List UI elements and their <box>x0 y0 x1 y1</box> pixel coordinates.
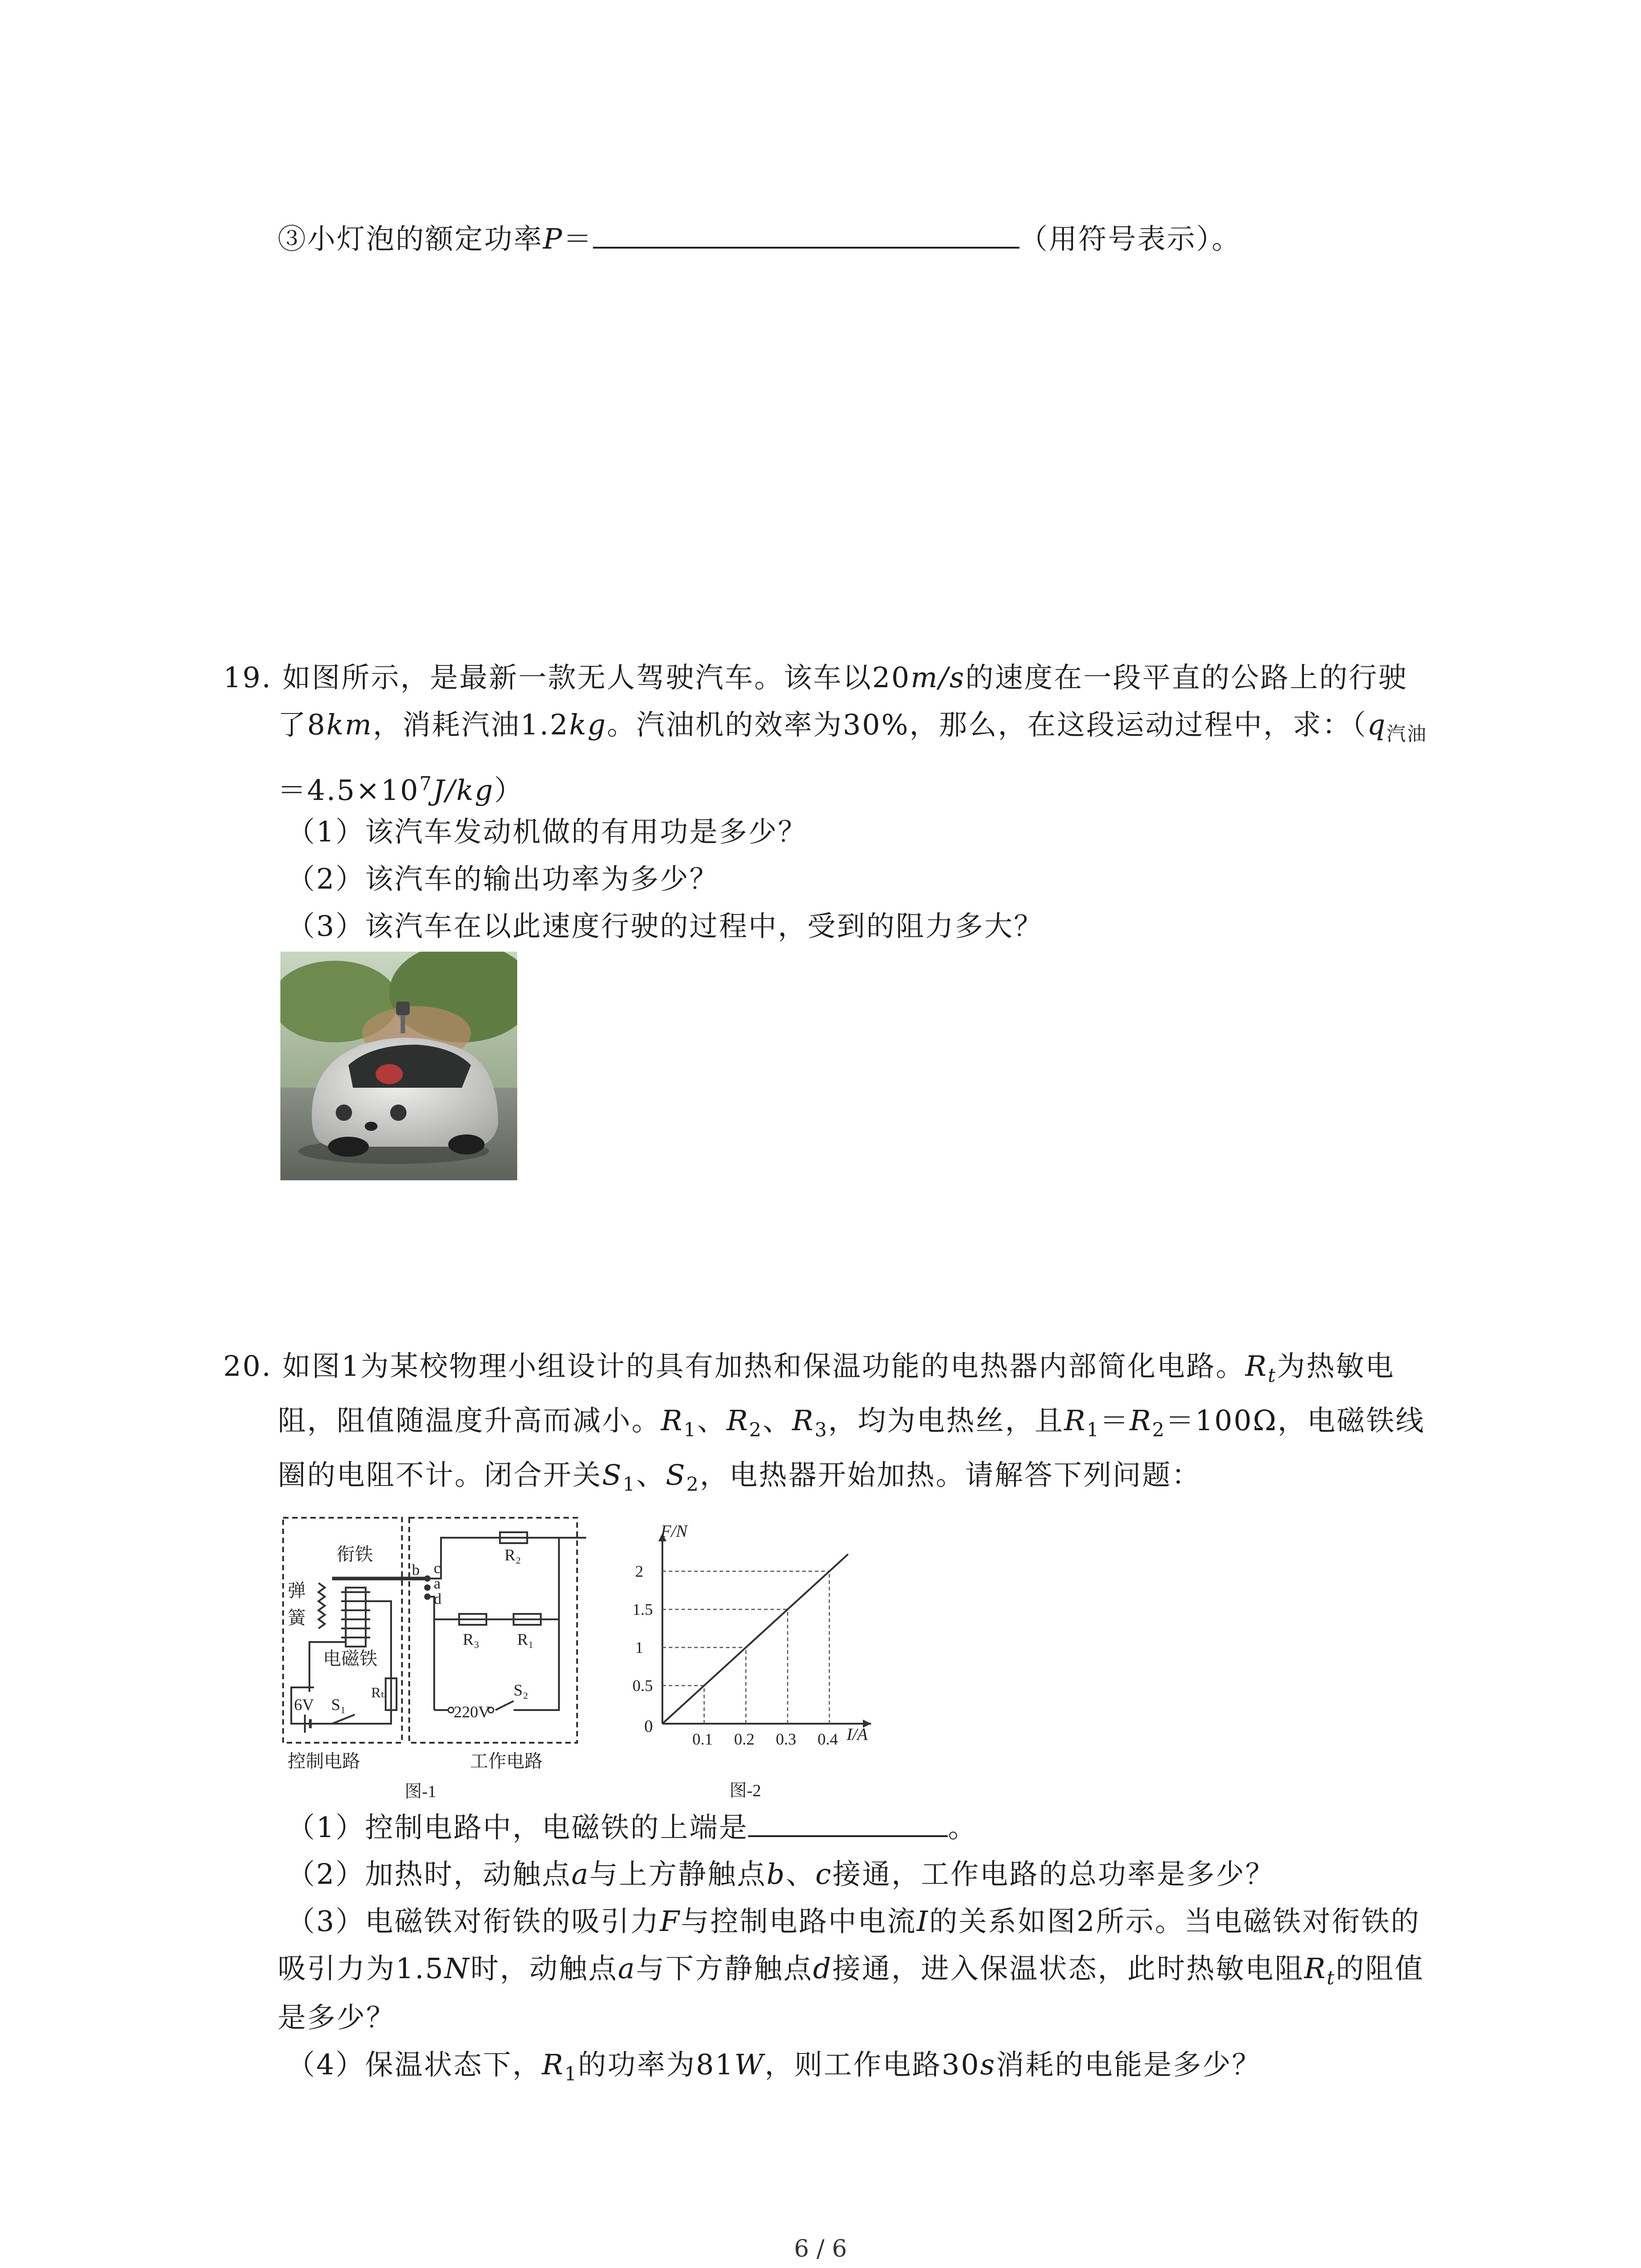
q19-text: 了8 <box>278 708 327 741</box>
y-tick-label: 0.5 <box>632 1677 653 1695</box>
q20-text: ＝100Ω，电磁铁线 <box>1166 1404 1425 1437</box>
q20-line-1 <box>223 1347 1395 1394</box>
q20-text: 圈的电阻不计。闭合开关 <box>278 1458 603 1491</box>
q20-symbol: b <box>766 1857 786 1891</box>
chart-ylabel: F/N <box>661 1524 688 1541</box>
item3-suffix: （用符号表示）。 <box>1019 222 1241 255</box>
q20-text: 吸引力为1.5 <box>278 1952 445 1985</box>
label-spring-b: 簧 <box>288 1608 306 1628</box>
label-s1: S₁ <box>331 1696 346 1714</box>
item3-eq: ＝ <box>563 222 593 255</box>
q19-unit: m/s <box>911 661 965 694</box>
q20-text: 、 <box>636 1458 666 1491</box>
page-number: 6 / 6 <box>794 2235 847 2263</box>
q20-symbol: R <box>726 1404 749 1437</box>
q20-symbol: s <box>980 2048 996 2081</box>
q20-symbol: R <box>1304 1952 1327 1985</box>
chart-xlabel: I/A <box>847 1725 868 1744</box>
q20-sub-4 <box>287 2046 1261 2093</box>
label-contact-c: c <box>434 1560 441 1577</box>
q20-text: （2）加热时，动触点 <box>287 1857 572 1891</box>
label-spring-a: 弹 <box>288 1580 306 1601</box>
q19-sub-3: （3）该汽车在以此速度行驶的过程中，受到的阻力多大？ <box>287 909 1043 943</box>
q20-text: 的关系如图2所示。当电磁铁对衔铁的 <box>929 1905 1421 1938</box>
item3-prefix: ③小灯泡的额定功率 <box>278 222 544 255</box>
q20-text: ，电热器开始加热。请解答下列问题： <box>700 1458 1201 1491</box>
label-contact-a: a <box>434 1575 441 1592</box>
x-tick-label: 0.4 <box>818 1730 838 1748</box>
x-tick-label: 0.1 <box>692 1730 713 1748</box>
q19-sub-2: （2）该汽车的输出功率为多少？ <box>287 862 719 895</box>
switch-s1 <box>332 1715 355 1724</box>
q20-text: 为热敏电 <box>1277 1349 1395 1383</box>
q20-sub-3-line-2 <box>278 1950 1424 1997</box>
q20-sub-1 <box>287 1808 977 1847</box>
q20-line-3 <box>278 1456 1201 1503</box>
q20-symbol: R <box>792 1404 815 1437</box>
answer-blank-power[interactable] <box>593 220 1019 249</box>
q20-symbol: a <box>617 1952 636 1985</box>
q20-text: 如图1为某校物理小组设计的具有加热和保温功能的电热器内部简化电路。 <box>282 1349 1245 1383</box>
q20-sub-3-line-1 <box>287 1902 1420 1941</box>
q20-subscript: 2 <box>1152 1418 1166 1441</box>
q20-number: 20. <box>223 1349 272 1383</box>
q19-number: 19. <box>223 661 272 694</box>
q20-symbol: R <box>542 2048 565 2081</box>
item3-line <box>278 220 1241 258</box>
q20-sub-3-line-3: 是多少？ <box>278 2001 396 2034</box>
data-line <box>662 1554 848 1724</box>
q20-symbol: a <box>571 1857 590 1891</box>
q19-unit: J/kg <box>433 773 495 807</box>
q20-symbol: S <box>602 1458 623 1491</box>
q20-text: ， <box>828 1404 858 1437</box>
q20-sub1-end: 。 <box>948 1811 978 1844</box>
q20-subscript: 2 <box>686 1473 700 1496</box>
label-6v: 6V <box>294 1696 314 1714</box>
x-tick-label: 0.3 <box>776 1730 796 1748</box>
q19-unit: kg <box>569 708 607 741</box>
y-tick-label: 1 <box>635 1638 643 1657</box>
q19-sub-1: （1）该汽车发动机做的有用功是多少？ <box>287 815 808 848</box>
force-current-chart <box>617 1524 898 1805</box>
q20-symbol: F <box>660 1905 681 1938</box>
q20-subscript: 1 <box>1087 1418 1100 1441</box>
label-r3: R₃ <box>463 1630 480 1648</box>
q19-text: 。汽油机的效率为30%，那么，在这段运动过程中，求：（ <box>607 708 1367 741</box>
x-tick-label: 0.2 <box>734 1730 754 1748</box>
q20-subscript: t <box>1327 1966 1336 1989</box>
q20-symbol: N <box>444 1952 470 1985</box>
q20-symbol: I <box>916 1905 929 1938</box>
q20-text: 、 <box>697 1404 727 1437</box>
label-work-circuit: 工作电路 <box>470 1751 543 1771</box>
y-tick-label: 2 <box>635 1562 643 1580</box>
q20-text: （4）保温状态下， <box>287 2048 542 2081</box>
q20-symbol: R <box>661 1404 684 1437</box>
q20-subscript: 3 <box>814 1418 828 1441</box>
chart-origin: 0 <box>644 1717 653 1736</box>
q20-text: （3）电磁铁对衔铁的吸引力 <box>287 1905 660 1938</box>
chart-caption: 图-2 <box>730 1781 761 1800</box>
label-rt: Rₜ <box>371 1684 385 1701</box>
q20-symbol: d <box>813 1952 833 1985</box>
q20-symbol: S <box>666 1458 686 1491</box>
figure1-caption: 图-1 <box>405 1782 436 1801</box>
q20-subscript: 2 <box>749 1418 763 1441</box>
label-contact-b: b <box>412 1562 420 1579</box>
q20-symbol: R <box>1245 1349 1268 1383</box>
q19-text: ，消耗汽油1.2 <box>372 708 569 741</box>
q20-text: 消耗的电能是多少？ <box>996 2048 1262 2081</box>
label-s2: S₂ <box>514 1681 529 1699</box>
q19-exponent: 7 <box>419 772 433 795</box>
q20-text: ，则工作电路30 <box>764 2048 980 2081</box>
q20-text: 、 <box>762 1404 792 1437</box>
q20-text: 阻，阻值随温度升高而减小。 <box>278 1404 661 1437</box>
q20-sub-2 <box>287 1855 1275 1893</box>
q20-symbol: R <box>1129 1404 1152 1437</box>
label-electromagnet: 电磁铁 <box>323 1648 377 1669</box>
q19-text: ） <box>494 773 524 807</box>
q20-sub1-text: （1）控制电路中，电磁铁的上端是 <box>287 1811 749 1844</box>
q19-text: 如图所示，是最新一款无人驾驶汽车。该车以20 <box>282 661 911 694</box>
label-control-circuit: 控制电路 <box>288 1751 360 1771</box>
driverless-car-photo <box>280 952 517 1180</box>
q20-text: 与控制电路中电流 <box>681 1905 917 1938</box>
q20-text: 均为电热丝，且 <box>857 1404 1064 1437</box>
label-r1: R₁ <box>517 1630 534 1648</box>
q20-subscript: 1 <box>564 2063 578 2085</box>
q20-text: 接通，工作电路的总功率是多少？ <box>832 1857 1275 1891</box>
q20-subscript: 1 <box>683 1418 697 1441</box>
q19-line-1 <box>223 659 1408 697</box>
q19-line-2 <box>278 706 1427 753</box>
q19-line-3 <box>278 765 524 810</box>
q20-text: 与下方静触点 <box>636 1952 813 1985</box>
q20-subscript: 1 <box>622 1473 637 1496</box>
q20-symbol: R <box>1064 1404 1087 1437</box>
q20-symbol: W <box>734 2048 765 2081</box>
q19-text: 的速度在一段平直的公路上的行驶 <box>965 661 1408 694</box>
label-contact-d: d <box>434 1591 441 1608</box>
q19-subscript: 汽油 <box>1386 723 1428 745</box>
q20-text: 的阻值 <box>1336 1952 1425 1985</box>
label-armature: 衔铁 <box>337 1544 373 1564</box>
item3-var: P <box>543 222 563 255</box>
answer-blank-pole[interactable] <box>748 1808 948 1837</box>
q20-text: 、 <box>786 1857 816 1891</box>
q20-text: 与上方静触点 <box>589 1857 767 1891</box>
q20-text: 的功率为81 <box>578 2048 735 2081</box>
circuit-diagram <box>278 1510 586 1801</box>
spring <box>318 1583 325 1628</box>
q20-symbol: c <box>815 1857 833 1891</box>
label-r2: R₂ <box>505 1546 521 1564</box>
q19-symbol-q: q <box>1367 708 1387 741</box>
label-220v: 220V <box>454 1703 490 1721</box>
q19-unit: km <box>326 708 373 741</box>
q20-text: 时，动触点 <box>470 1952 618 1985</box>
y-tick-label: 1.5 <box>632 1600 653 1618</box>
q20-subscript: t <box>1268 1364 1277 1387</box>
q20-line-2 <box>278 1402 1425 1449</box>
q20-text: 接通，进入保温状态，此时热敏电阻 <box>832 1952 1304 1985</box>
q19-text: ＝4.5×10 <box>278 773 420 807</box>
q20-text: ＝ <box>1100 1404 1130 1437</box>
